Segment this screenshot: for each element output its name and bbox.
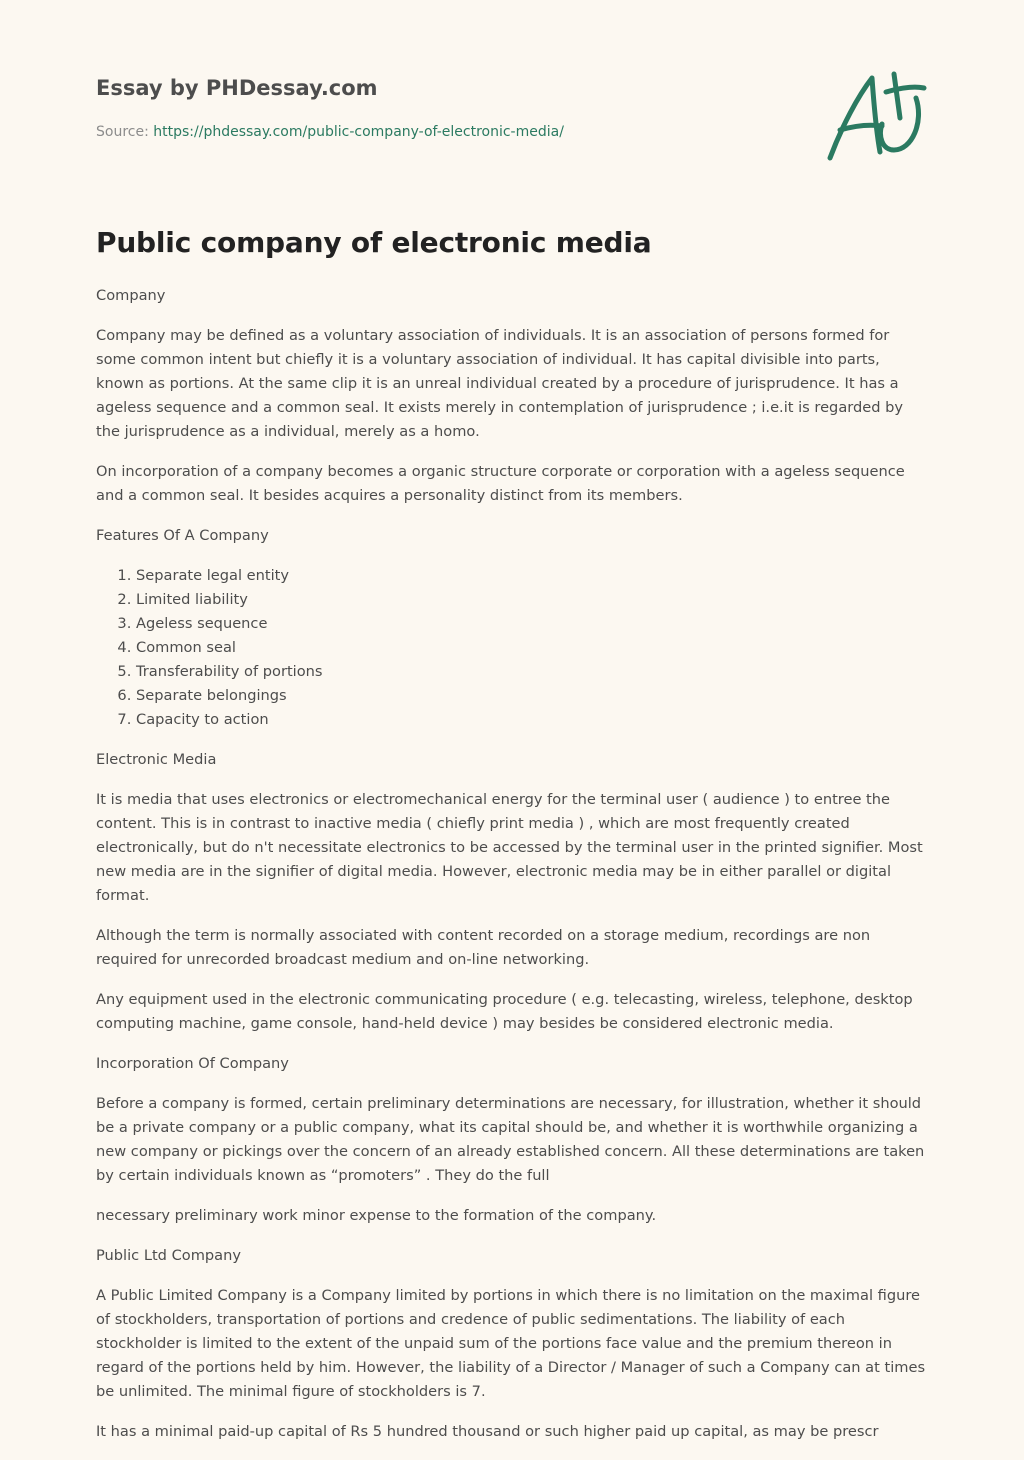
paragraph-promoters: Before a company is formed, certain preliminary determinations are necessary, for illustration, whether it should be a private company or a public company, what its capital should be, and whether it is worthwhile organizing a new company or pickings over the concern of an already established concern. All these determinations are taken by certain individuals known as “promoters” . They do the full (96, 1095, 925, 1184)
paragraph-incorporation-effect: On incorporation of a company becomes a organic structure corporate or corporation with a ageless sequence and a common seal. It besides acquires a personality distinct from its members. (96, 463, 905, 504)
features-list (96, 564, 928, 732)
paragraph-storage-medium: Although the term is normally associated with content recorded on a storage medium, recordings are non required for unrecorded broadcast medium and on-line networking. (96, 927, 871, 968)
list-item: 5. Transferability of portions (136, 660, 928, 684)
logo-text: A+ (820, 66, 822, 67)
paragraph-preliminary-work: necessary preliminary work minor expense to the formation of the company. (96, 1207, 657, 1224)
section-heading-electronic-media: Electronic Media (96, 751, 217, 768)
list-item: 3. Ageless sequence (136, 612, 928, 636)
paragraph-paid-up-capital: It has a minimal paid-up capital of Rs 5 hundred thousand or such higher paid up capital, as may be prescr (96, 1423, 879, 1440)
source-link[interactable]: https://phdessay.com/public-company-of-electronic-media/ (153, 124, 564, 140)
paragraph-company-definition: Company may be defined as a voluntary association of individuals. It is an association of persons formed for some common intent but chiefly it is a voluntary association of individual. It has capital divisible into parts, known as portions. At the same clip it is an unreal individual created by a procedure of jurisprudence. It has a ageless sequence and a common seal. It exists merely in contemplation of jurisprudence ; i.e.it is regarded by the jurisprudence as a individual, merely as a homo. (96, 327, 904, 440)
section-heading-company: Company (96, 287, 166, 304)
list-item: 1. Separate legal entity (136, 564, 928, 588)
source-label: Source: (96, 124, 154, 140)
section-heading-incorporation: Incorporation Of Company (96, 1055, 289, 1072)
paragraph-public-ltd-definition: A Public Limited Company is a Company limited by portions in which there is no limitation on the maximal figure of stockholders, transportation of portions and credence of public sedimentations. The liability of each stockholder is limited to the extent of the unpaid sum of the portions face value and the premium thereon in regard of the portions held by him. However, the liability of a Director / Manager of such a Company can at times be unlimited. The minimal figure of stockholders is 7. (96, 1287, 926, 1400)
essay-body (96, 284, 928, 1460)
site-title: Essay by PHDessay.com (96, 76, 378, 100)
paragraph-equipment: Any equipment used in the electronic communicating procedure ( e.g. telecasting, wireless, telephone, desktop computing machine, game console, hand-held device ) may besides be considered electronic media. (96, 991, 913, 1032)
paragraph-media-definition: It is media that uses electronics or electromechanical energy for the terminal user ( audience ) to entree the content. This is in contrast to inactive media ( chiefly print media ) , which are most frequently created electronically, but do n't necessitate electronics to be accessed by the terminal user in the printed signifier. Most new media are in the signifier of digital media. However, electronic media may be in either parallel or digital format. (96, 791, 923, 904)
source-line (96, 124, 564, 140)
section-heading-public-ltd: Public Ltd Company (96, 1247, 242, 1264)
list-item: 7. Capacity to action (136, 708, 928, 732)
essay-title: Public company of electronic media (96, 226, 652, 259)
list-item: 6. Separate belongings (136, 684, 928, 708)
list-item: 2. Limited liability (136, 588, 928, 612)
section-heading-features: Features Of A Company (96, 527, 269, 544)
a-plus-logo-icon (820, 66, 930, 166)
list-item: 4. Common seal (136, 636, 928, 660)
